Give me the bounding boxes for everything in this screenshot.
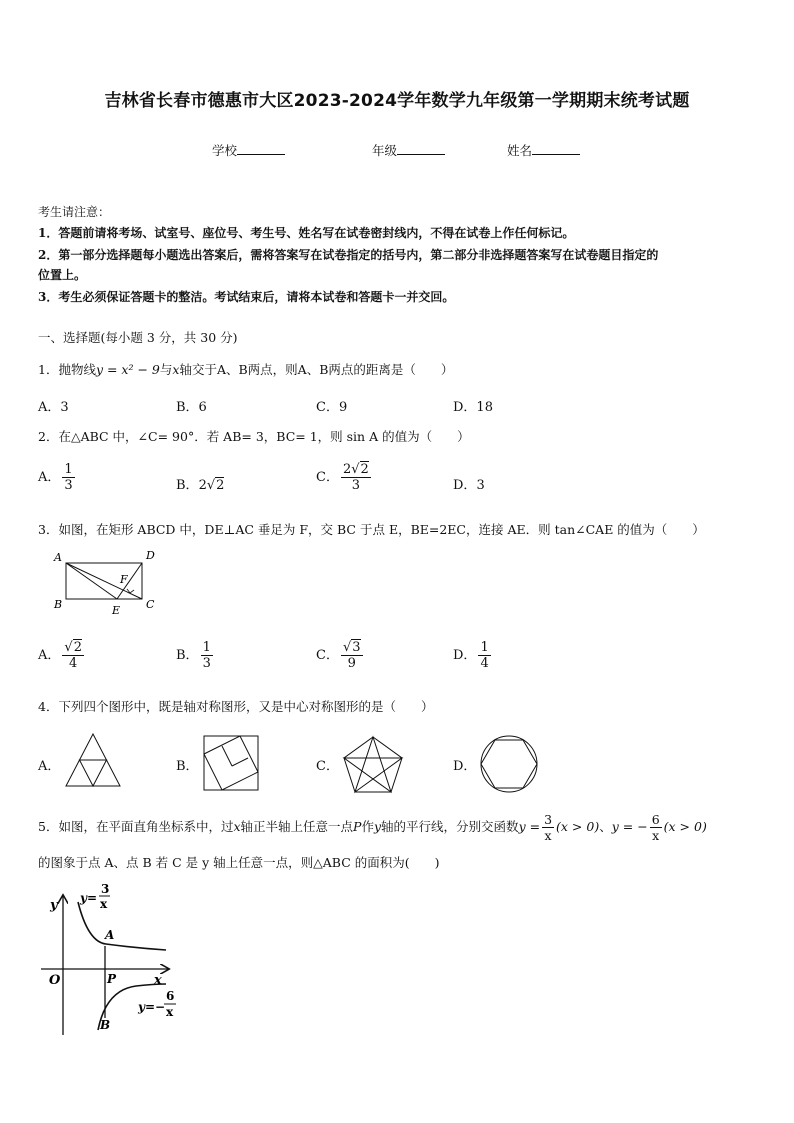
- q1-option-d: D．18: [453, 400, 493, 415]
- q5-f1-lhs: y =: [518, 819, 541, 834]
- q3-b-num: 1: [202, 640, 211, 655]
- f2-label-num: 6: [166, 989, 175, 1003]
- point-b-label: B: [100, 1018, 111, 1032]
- q5-pre: 5．如图，在平面直角坐标系中，过: [38, 819, 234, 834]
- q2-c-label: C．: [316, 470, 339, 485]
- notice-item-2-cont: 位置上。: [38, 268, 87, 282]
- q1-mid2: 轴交于: [179, 362, 217, 377]
- pinwheel-line-1: [222, 746, 232, 766]
- q5-f2-num: 6: [651, 812, 660, 827]
- q3-d-num: 1: [480, 640, 489, 655]
- name-label: 姓名: [507, 143, 533, 158]
- q2-b-rad: 2: [216, 478, 225, 493]
- question-5-line-2: 的图象于点 A、点 B 若 C 是 y 轴上任意一点，则△ABC 的面积为( ): [38, 855, 440, 870]
- q1-option-a: A．3: [38, 400, 69, 415]
- school-label: 学校: [212, 143, 238, 158]
- question-1: [38, 360, 453, 378]
- hyperbola-graph: [36, 880, 186, 1040]
- square-figure: [200, 732, 262, 794]
- notice-item-2: 2．第一部分选择题每小题选出答案后，需将答案写在试卷指定的括号内，第二部分非选择题答案写在试卷题目指定的: [38, 248, 659, 262]
- q4-option-d: D．: [453, 759, 477, 774]
- q5-sep: 、: [599, 819, 612, 834]
- q3-a-rad: 2: [73, 640, 82, 655]
- q3-b-fraction: [201, 640, 213, 671]
- q5-mid: 轴正半轴上任意一点: [240, 819, 354, 834]
- curve-y-3-over-x: [78, 902, 166, 950]
- pentagon-star-figure: [340, 734, 406, 796]
- rectangle-figure: [50, 545, 165, 620]
- q2-option-a: [38, 462, 77, 493]
- question-4: 4．下列四个图形中，既是轴对称图形，又是中心对称图形的是（ ）: [38, 699, 434, 714]
- q2-a-label: A．: [38, 470, 61, 485]
- q5-f1-cond: (x > 0): [556, 819, 600, 834]
- grade-field[interactable]: [372, 141, 445, 159]
- q2-c-den: 3: [351, 478, 361, 493]
- q3-c-rad: 3: [352, 640, 361, 655]
- label-b: B: [54, 598, 63, 611]
- question-2: 2．在△ABC 中，∠C= 90°．若 AB= 3，BC= 1，则 sin A 的值为（ ）: [38, 429, 470, 444]
- q5-y: y: [373, 819, 382, 834]
- q1-mid1: 与: [159, 362, 173, 377]
- q2-option-d: [453, 474, 485, 493]
- name-blank[interactable]: [532, 142, 580, 155]
- q3-a-fraction: $\frac{√2}{4}$: [64, 640, 82, 671]
- label-e: E: [112, 604, 121, 617]
- q2-c-fraction: $\frac{2√2}{3}$: [342, 462, 369, 493]
- q2-a-den: 3: [64, 478, 73, 493]
- q5-f2-fraction: [650, 812, 662, 843]
- q5-f2-lhs: y = −: [611, 819, 648, 834]
- q3-a-den: 4: [69, 656, 78, 671]
- school-field[interactable]: [212, 141, 285, 159]
- q3-option-b: [176, 640, 215, 671]
- q2-b-label: B．: [176, 478, 199, 493]
- q3-c-fraction: $\frac{√3}{9}$: [342, 640, 361, 671]
- q3-d-den: 4: [480, 656, 489, 671]
- page-title: 吉林省长春市德惠市大区2023-2024学年数学九年级第一学期期末统考试题: [104, 91, 690, 111]
- q2-b-coef: 2: [198, 478, 207, 493]
- segment-ae: [66, 563, 117, 599]
- pinwheel-line-2: [232, 758, 248, 766]
- hexagon: [481, 740, 537, 788]
- q4-option-c: C．: [316, 759, 339, 774]
- q2-d-value: 3: [476, 478, 485, 493]
- q3-a-label: A．: [38, 648, 61, 663]
- q5-mid2: 作: [361, 819, 374, 834]
- q2-option-b: B．2√2: [176, 478, 225, 493]
- q3-option-d: [453, 640, 493, 671]
- x-axis-label: x: [154, 973, 162, 988]
- label-d: D: [146, 549, 155, 562]
- f1-label: y=: [80, 891, 98, 905]
- q1-pre: 1．抛物线: [38, 362, 96, 377]
- question-3: 3．如图，在矩形 ABCD 中，DE⊥AC 垂足为 F，交 BC 于点 E，BE=2EC，连接 AE．则 tan∠CAE 的值为（ ）: [38, 522, 705, 537]
- label-c: C: [146, 598, 155, 611]
- grade-label: 年级: [372, 143, 398, 158]
- circle-hexagon-figure: [478, 733, 540, 795]
- f1-label-den: x: [100, 897, 108, 911]
- q5-f2-den: x: [652, 828, 660, 843]
- y-axis-label: y: [50, 898, 58, 913]
- q2-a-fraction: [62, 462, 74, 493]
- f2-label-den: x: [166, 1005, 174, 1019]
- q2-option-c: [316, 462, 373, 493]
- q2-d-label: D．: [453, 478, 477, 493]
- q1-option-c: C．9: [316, 400, 348, 415]
- q3-option-a: [38, 640, 86, 671]
- q5-p: P: [353, 819, 362, 834]
- segment-ac: [66, 563, 142, 599]
- q5-x: x: [233, 819, 241, 834]
- q3-d-fraction: [478, 640, 490, 671]
- question-5-line-1: [38, 812, 707, 843]
- q3-c-den: 9: [347, 656, 356, 671]
- f1-label-num: 3: [101, 882, 110, 896]
- q1-equation: y = x² − 9: [95, 362, 160, 377]
- q3-b-label: B．: [176, 648, 199, 663]
- q5-f1-num: 3: [544, 812, 553, 827]
- q3-d-label: D．: [453, 648, 477, 663]
- point-p-label: P: [107, 972, 117, 986]
- q2-c-rad: 2: [360, 462, 369, 477]
- q1-tail: A、B两点，则A、B两点的距离是（ ）: [216, 362, 454, 377]
- notice-item-1: 1．答题前请将考场、试室号、座位号、考生号、姓名写在试卷密封线内，不得在试卷上作任何标记。: [38, 226, 575, 240]
- triangle-figure: [62, 730, 124, 790]
- notice-item-3: 3．考生必须保证答题卡的整洁。考试结束后，请将本试卷和答题卡一并交回。: [38, 290, 455, 304]
- circle: [481, 736, 537, 792]
- q2-a-num: 1: [64, 462, 73, 477]
- q2-c-coef: 2: [342, 462, 352, 477]
- q5-f2-cond: (x > 0): [663, 819, 707, 834]
- origin-label: O: [49, 973, 61, 988]
- label-a: A: [54, 551, 62, 564]
- point-a-label: A: [105, 928, 115, 942]
- q3-c-label: C．: [316, 648, 339, 663]
- label-f: F: [120, 573, 128, 586]
- notice-heading: 考生请注意：: [38, 205, 111, 219]
- name-field[interactable]: [507, 141, 580, 159]
- section-heading: 一、选择题(每小题 3 分，共 30 分): [38, 330, 238, 345]
- q3-option-c: [316, 640, 365, 671]
- q5-f1-fraction: [542, 812, 554, 843]
- q5-mid3: 轴的平行线，分别交函数: [381, 819, 519, 834]
- q5-f1-den: x: [544, 828, 552, 843]
- inner-triangle: [80, 760, 107, 786]
- q1-option-b: B．6: [176, 400, 207, 415]
- school-blank[interactable]: [237, 142, 285, 155]
- q3-b-den: 3: [202, 656, 211, 671]
- q4-option-a: A．: [38, 759, 61, 774]
- q1-x: x: [172, 362, 180, 377]
- grade-blank[interactable]: [397, 142, 445, 155]
- f2-label: y=−: [138, 1000, 166, 1014]
- q4-option-b: B．: [176, 759, 199, 774]
